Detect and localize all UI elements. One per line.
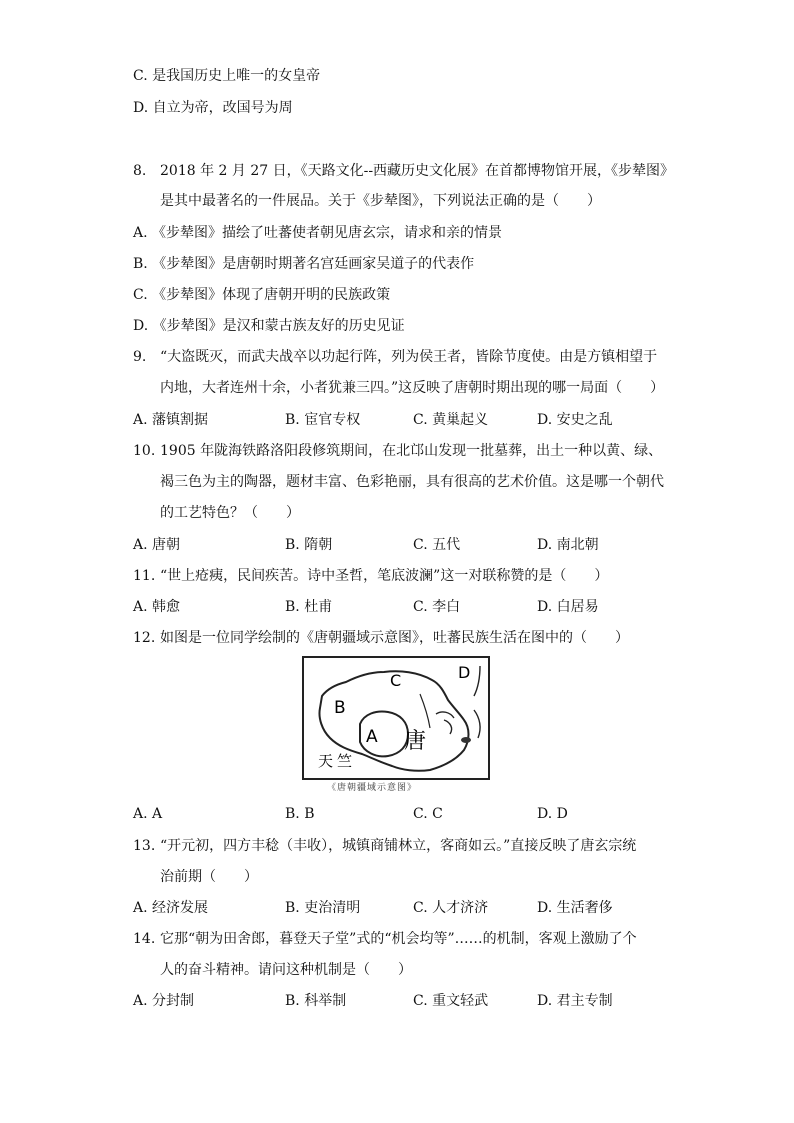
q13-option-d: D. 生活奢侈 xyxy=(537,900,613,916)
q13-stem-line1: “开元初，四方丰稔（丰收），城镇商铺林立，客商如云。”直接反映了唐玄宗统 xyxy=(160,838,637,854)
q12-stem-line1: 如图是一位同学绘制的《唐朝疆域示意图》，吐蕃民族生活在图中的（ ） xyxy=(160,630,629,646)
inner-boundary xyxy=(420,694,430,728)
tang-territory-map xyxy=(302,656,490,780)
q12-number: 12. xyxy=(133,630,156,646)
q13-option-a: A. 经济发展 xyxy=(133,900,209,916)
q11-option-d: D. 白居易 xyxy=(537,599,599,615)
q10-option-a: A. 唐朝 xyxy=(133,537,181,553)
q11-option-c: C. 李白 xyxy=(413,599,461,615)
map-label-b: B xyxy=(334,698,346,718)
q8-stem-line1: 2018 年 2 月 27 日，《天路文化--西藏历史文化展》在首都博物馆开展，《步辇图》 xyxy=(160,163,675,179)
q14-option-c: C. 重文轻武 xyxy=(413,993,489,1009)
q8-number: 8. xyxy=(133,163,147,179)
q11-number: 11. xyxy=(133,568,156,584)
q13-number: 13. xyxy=(133,838,156,854)
q7-option-c: C. 是我国历史上唯一的女皇帝 xyxy=(133,68,321,84)
q9-option-d: D. 安史之乱 xyxy=(537,412,613,428)
map-caption: 《唐朝疆域示意图》 xyxy=(327,783,418,793)
q8-option-a: A. 《步辇图》描绘了吐蕃使者朝见唐玄宗，请求和亲的情景 xyxy=(133,225,503,241)
q10-number: 10. xyxy=(133,443,156,459)
q14-options xyxy=(133,991,653,1011)
q9-options xyxy=(133,410,653,430)
q12-option-b: B. B xyxy=(285,806,315,822)
q13-option-b: B. 吏治清明 xyxy=(285,900,361,916)
q9-stem-line1: “大盗既灭，而武夫战卒以功起行阵，列为侯王者，皆除节度使。由是方镇相望于 xyxy=(160,349,658,365)
map-label-c: C xyxy=(390,671,402,690)
q10-option-d: D. 南北朝 xyxy=(537,537,599,553)
q10-option-b: B. 隋朝 xyxy=(285,537,333,553)
q9-option-a: A. 藩镇割据 xyxy=(133,412,209,428)
map-label-tianzhu: 天竺 xyxy=(318,752,357,770)
border-line xyxy=(474,666,480,696)
q10-stem-line1: 1905 年陇海铁路洛阳段修筑期间，在北邙山发现一批墓葬，出土一种以黄、绿、 xyxy=(160,443,663,459)
q14-option-d: D. 君主专制 xyxy=(537,993,613,1009)
q12-options xyxy=(133,804,653,824)
coast-line xyxy=(436,712,454,734)
q8-option-d: D. 《步辇图》是汉和蒙古族友好的历史见证 xyxy=(133,318,405,334)
q8-option-c: C. 《步辇图》体现了唐朝开明的民族政策 xyxy=(133,287,391,303)
q11-stem-line1: “世上疮痍，民间疾苦。诗中圣哲，笔底波澜”这一对联称赞的是（ ） xyxy=(160,568,609,584)
q10-options xyxy=(133,535,653,555)
q10-stem-line3: 的工艺特色？（ ） xyxy=(160,505,300,521)
q11-option-a: A. 韩愈 xyxy=(133,599,181,615)
q12-option-d: D. D xyxy=(537,806,568,822)
q14-stem-line1: 它那“朝为田舍郎，暮登天子堂”式的“机会均等”……的机制，客观上激励了个 xyxy=(160,931,637,947)
q7-option-d: D. 自立为帝，改国号为周 xyxy=(133,100,293,116)
q14-option-b: B. 科举制 xyxy=(285,993,347,1009)
q12-option-c: C. C xyxy=(413,806,443,822)
map-drawing xyxy=(304,658,488,778)
q9-option-c: C. 黄巢起义 xyxy=(413,412,489,428)
q12-option-a: A. A xyxy=(133,806,163,822)
q13-options xyxy=(133,898,653,918)
q9-stem-line2: 内地，大者连州十余，小者犹兼三四。”这反映了唐朝时期出现的哪一局面（ ） xyxy=(160,380,665,396)
q11-options xyxy=(133,597,653,617)
q10-option-c: C. 五代 xyxy=(413,537,461,553)
q14-number: 14. xyxy=(133,931,156,947)
q9-number: 9. xyxy=(133,349,147,365)
q8-option-b: B. 《步辇图》是唐朝时期著名宫廷画家吴道子的代表作 xyxy=(133,256,475,272)
q14-option-a: A. 分封制 xyxy=(133,993,195,1009)
q13-option-c: C. 人才济济 xyxy=(413,900,489,916)
map-label-tang: 唐 xyxy=(404,729,427,754)
map-label-a: A xyxy=(366,727,378,747)
map-label-d: D xyxy=(458,663,471,682)
q9-option-b: B. 宦官专权 xyxy=(285,412,361,428)
q10-stem-line2: 褐三色为主的陶器，题材丰富、色彩艳丽，具有很高的艺术价值。这是哪一个朝代 xyxy=(160,474,664,490)
q14-stem-line2: 人的奋斗精神。请问这种机制是（ ） xyxy=(160,962,412,978)
island-mark xyxy=(461,737,471,743)
q13-stem-line2: 治前期（ ） xyxy=(160,869,258,885)
peninsula-line xyxy=(474,710,480,738)
q8-stem-line2: 是其中最著名的一件展品。关于《步辇图》，下列说法正确的是（ ） xyxy=(160,193,601,209)
q11-option-b: B. 杜甫 xyxy=(285,599,333,615)
